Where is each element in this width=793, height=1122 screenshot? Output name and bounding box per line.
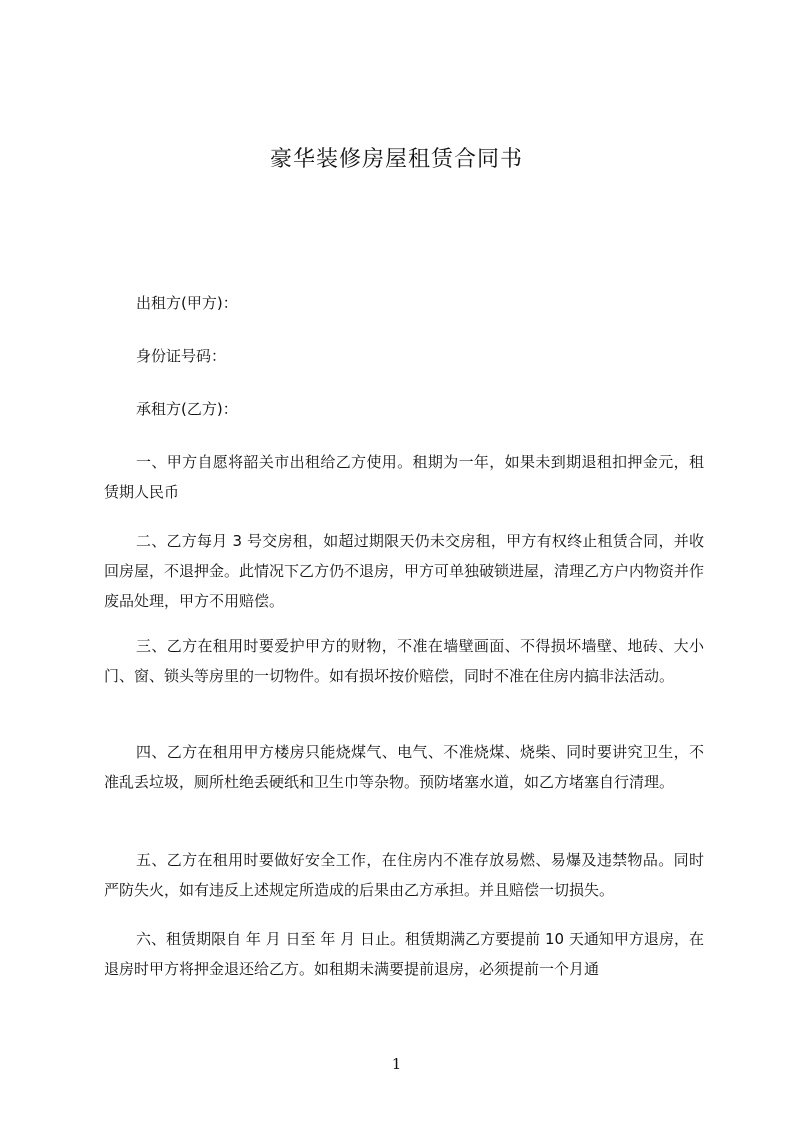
page-number: 1	[391, 1055, 402, 1073]
id-number-field: 身份证号码：	[136, 347, 227, 365]
clause-5: 五、乙方在租用时要做好安全工作，在住房内不准存放易燃、易爆及违禁物品。同时严防失火，如有违反上述规定所造成的后果由乙方承担。并且赔偿一切损失。	[104, 851, 704, 899]
clause-4: 四、乙方在租用甲方楼房只能烧煤气、电气、不准烧煤、烧柴、同时要讲究卫生，不准乱丢垃圾，厕所杜绝丢硬纸和卫生巾等杂物。预防堵塞水道，如乙方堵塞自行清理。	[104, 743, 704, 791]
lessor-field: 出租方(甲方)：	[136, 294, 238, 312]
clause-6: 六、租赁期限自 年 月 日至 年 月 日止。租赁期满乙方要提前 10 天通知甲方退房，在退房时甲方将押金退还给乙方。如租期未满要提前退房，必须提前一个月通	[104, 930, 704, 978]
document-title: 豪华装修房屋租赁合同书	[269, 147, 523, 172]
lessee-field: 承租方(乙方)：	[136, 400, 238, 418]
clause-2: 二、乙方每月 3 号交房租，如超过期限天仍未交房租，甲方有权终止租赁合同，并收回房屋，不退押金。此情况下乙方仍不退房，甲方可单独破锁进屋，清理乙方户内物资并作废品处理，甲方不用赔偿。	[104, 532, 705, 610]
clause-1: 一、甲方自愿将韶关市出租给乙方使用。租期为一年，如果未到期退租扣押金元，租赁期人民币	[104, 453, 704, 501]
clause-3: 三、乙方在租用时要爱护甲方的财物，不准在墙壁画面、不得损坏墙壁、地砖、大小门、窗、锁头等房里的一切物件。如有损坏按价赔偿，同时不准在住房内搞非法活动。	[104, 637, 704, 685]
